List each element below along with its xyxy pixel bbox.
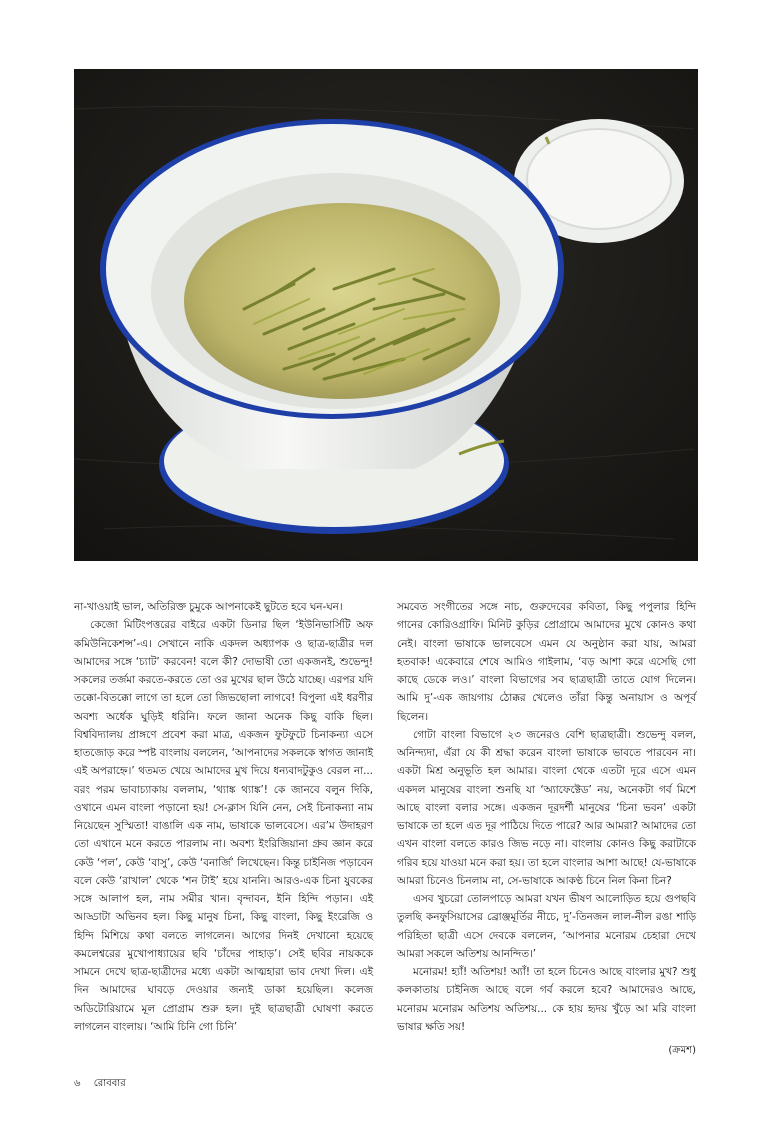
article-paragraph: সমবেত সংগীতের সঙ্গে নাচ, গুরুদেবের কবিতা, কিছু পপুলার হিন্দি গানের কোরিওগ্রাফি। মিনিট কুড়ির প্রোগ্রামে আমাদের মুখে কোনও কথা নেই। বাংলা ভাষাকে ভালবেসে এমন যে অনুষ্ঠান করা যায়, আমরা হতবাক! একেবারে শেষে আমিও গাইলাম, ‘বড় আশা করে এসেছি গো কাছে ডেকে লও।’ বাংলা বিভাগের সব ছাত্রছাত্রী তাতে যোগ দিলেন। আমি দু’-এক জায়গায় ঠোক্কর খেলেও তাঁরা কিন্তু অনায়াস ও অপূর্ব ছিলেন। [397,601,696,723]
magazine-name: রোববার [93,1078,126,1089]
article-paragraph: এসব খুচরো তোলপাড়ে আমরা যখন ভীষণ আলোড়িত হয়ে গুপছবি তুলছি কনফুসিয়াসের ব্রোঞ্জমূর্তির নীচে, দু’-তিনজন লাল-নীল রঙা শাড়ি পরিহিতা ছাত্রী এসে দেবকে বললেন, ‘আপনার মনোরম চেহারা দেখে আমরা সকলে অতিশয় আনন্দিত।’ [397,893,696,960]
article-paragraph: মনোরম! হ্যাঁ! অতিশয়! অ্যাঁ! তা হলে চিনেও আছে বাংলার মুখ? শুধু কলকাতায় চাইনিজ আছে বলে গর্ব করলে হবে? আমাদেরও আছে, মনোরম মনোরম অতিশয় অতিশয়... কে হায় হৃদয় খুঁড়ে আ মরি বাংলা ভাষার ক্ষতি সয়! [397,966,696,1033]
continued-label: (ক্রমশ) [668,1045,696,1056]
article-paragraph: না-খাওয়াই ভাল, অতিরিক্ত চুমুকে আপনাকেই ছুটতে হবে ঘন-ঘন। [74,601,343,613]
page-footer [74,1076,126,1093]
article-paragraph: কেজো মিটিংপত্তরের বাইরে একটা ডিনার ছিল ‘ইউনিভার্সিটি অফ কমিউনিকেশন্স’-এ। সেখানে নাকি একদল অধ্যাপক ও ছাত্র-ছাত্রীর দল আমাদের সঙ্গে ‘চ্যাট’ করবেন! বলে কী? দোভাষী তো একজনই, শুভেন্দু! সকলের তর্জমা করতে-করতে তো ওর মুখের ছাল উঠে যাচ্ছে। এরপর যদি তক্কো-বিতক্কো লাগে তা হলে তো জিভছোলা লাগবে! বিপুলা এই ধরণীর অবশ্য অর্ধেক ঘুড়িই ধরিনি। ফলে জানা অনেক কিছু বাকি ছিল। বিশ্ববিদ্যালয় প্রাঙ্গণে প্রবেশ করা মাত্র, একজন ফুটফুটে চিনাকন্যা এসে হাতজোড় করে স্পষ্ট বাংলায় বললেন, ‘আপনাদের সকলকে স্বাগত জানাই এই অপরাহ্নে।’ থতমত খেয়ে আমাদের মুখ দিয়ে ধন্যবাদটুকুও বেরল না... বরং পরম ভাবাচ্যাকায় বললাম, ‘থ্যাঙ্ক থ্যাঙ্ক’! কে জানবে বলুন দিকি, ওখানে এমন বাংলা পড়ানো হয়! সে-ক্লাস যিনি নেন, সেই চিনাকন্যা নাম নিয়েছেন সুস্মিতা! বাঙালি এক নাম, ভাষাকে ভালবেসে। এর’ম উদাহরণ তো এখানে মনে করতে পারলাম না। অবশ্য ইংরিজিয়ানা গ্রুব জ্ঞান করে কেউ ‘পল’, কেউ ‘বাসু’, কেউ ‘বনার্জি’ লিখেছেন। কিন্তু চাইনিজ পড়াবেন বলে কেউ ‘রাখাল’ থেকে ‘শন টাই’ হয়ে যাননি। আরও-এক চিনা যুবকের সঙ্গে আলাপ হল, নাম সমীর খান। বৃন্দাবন, ইনি হিন্দি পড়ান। এই আড্ডাটা অভিনব হল। কিছু মানুষ চিনা, কিছু বাংলা, কিছু ইংরেজি ও হিন্দি মিশিয়ে কথা বলতে লাগলেন। আগের দিনই দেখানো হয়েছে কমলেশ্বরের মুখোপাধ্যায়ের ছবি ‘চাঁদের পাহাড়’। সেই ছবির নায়ককে সামনে দেখে ছাত্র-ছাত্রীদের মধ্যে একটা আত্মহারা ভাব দেখা দিল। এই দিন আমাদের ঘাবড়ে দেওয়ার জন্যই ডাকা হয়েছিল। কলেজ অডিটোরিয়ামে মূল প্রোগ্রাম শুরু হল। দুই ছাত্রছাত্রী ঘোষণা করতে লাগলেন বাংলায়। ‘আমি চিনি গো চিনি’ [74,619,373,1033]
article-left-column [74,598,373,1036]
article-paragraph: গোটা বাংলা বিভাগে ২৩ জনেরও বেশি ছাত্রছাত্রী। শুভেন্দু বলল, অনিন্দ্যদা, এঁরা যে কী শ্রদ্ধা করেন বাংলা ভাষাকে ভাবতে পারবেন না। একটা মিশ্র অনুভূতি হল আমার। বাংলা থেকে এতটা দূরে এসে এমন একদল মানুষের বাংলা শুনছি যা ‘অ্যাফেক্টেড’ নয়, অনেকটা গর্ব মিশে আছে বাংলা বলার সঙ্গে। একজন দূরদর্শী মানুষের ‘চিনা ভবন’ একটা ভাষাকে তা হলে এত দূর পাঠিয়ে দিতে পারে? আর আমরা? আমাদের তো এখন বাংলা বলতে কারও জিভ নড়ে না। বাংলায় কোনও কিছু করাটাকে গরিব হয়ে যাওয়া মনে করা হয়। তা হলে বাংলার আশা আছে! যে-ভাষাকে আমরা চিনেও চিনলাম না, সে-ভাষাকে আকণ্ঠ চিনে নিল কিনা চিন? [397,728,696,887]
article-right-column [397,598,696,1036]
page-number: ৬ [74,1078,81,1089]
tea-cup-photo [74,69,698,561]
